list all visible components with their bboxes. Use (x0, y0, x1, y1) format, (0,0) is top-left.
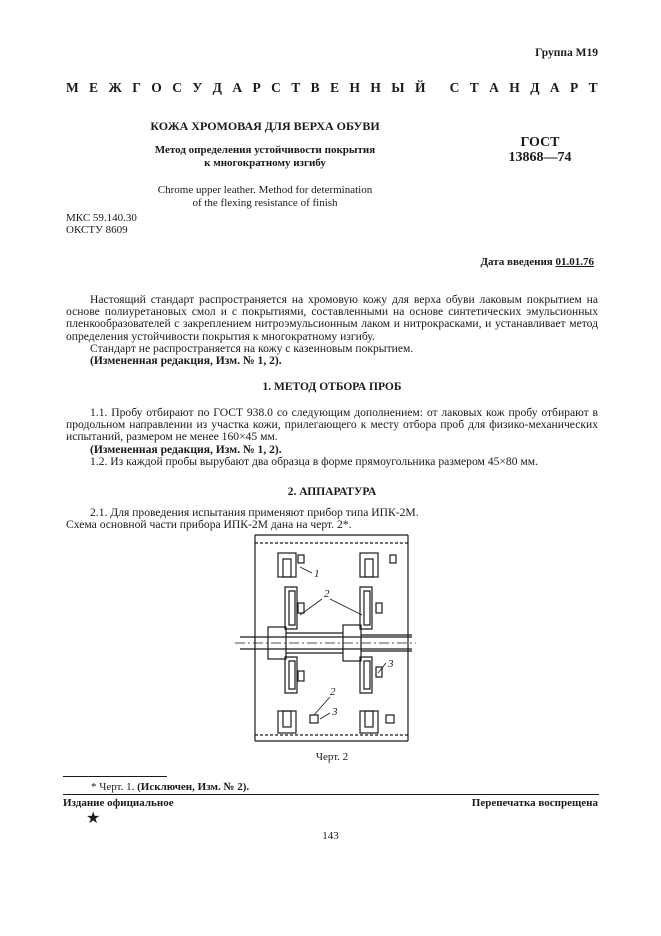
diagram-label: 3 (332, 706, 338, 718)
banner-letter: Т (291, 80, 301, 95)
banner-letter: У (192, 80, 203, 95)
banner-letter: В (310, 80, 320, 95)
diagram-label: 2 (324, 588, 330, 600)
paragraph: Схема основной части прибора ИПК-2М дана на черт. 2*. (66, 518, 352, 532)
footnote-divider (63, 776, 167, 777)
banner-letter: Р (252, 80, 261, 95)
banner-letter: Е (89, 80, 99, 95)
banner-letter: А (232, 80, 243, 95)
gost-code: 13868—74 (508, 150, 572, 165)
group-label: Группа М19 (535, 47, 598, 59)
reprint-prohibited: Перепечатка воспрещена (471, 797, 598, 809)
banner-letter: Т (588, 80, 598, 95)
paragraph: 1.2. Из каждой пробы вырубают два образца в форме прямоугольника размером 45×80 мм. (90, 454, 538, 468)
banner-letter: Н (509, 80, 520, 95)
footnote-amendment: (Исключен, Изм. № 2). (137, 781, 250, 793)
date-label: Дата введения (480, 256, 553, 268)
page-number: 143 (322, 830, 339, 842)
document-title: КОЖА ХРОМОВАЯ ДЛЯ ВЕРХА ОБУВИ (150, 119, 380, 133)
footnote (91, 781, 249, 793)
mks-code: МКС 59.140.30 (66, 212, 137, 224)
banner-letter: Р (570, 80, 579, 95)
banner-letter: Й (414, 80, 426, 95)
title-block (130, 119, 400, 210)
subtitle-line: Метод определения устойчивости покрытия (154, 144, 376, 156)
banner-letter: А (549, 80, 560, 95)
banner-letter: Д (530, 80, 540, 95)
banner-letter: Г (132, 80, 141, 95)
standard-banner (66, 80, 598, 96)
banner-letter: С (449, 80, 460, 95)
official-edition: Издание официальное (63, 797, 174, 809)
footnote-text: * Черт. 1. (91, 781, 138, 793)
date-value: 01.01.76 (555, 256, 594, 268)
english-title (130, 184, 400, 210)
okstu-code: ОКСТУ 8609 (66, 224, 128, 236)
gost-label: ГОСТ (520, 135, 560, 150)
banner-letter: Д (212, 80, 222, 95)
banner-letter: Н (349, 80, 360, 95)
section-heading: 1. МЕТОД ОТБОРА ПРОБ (262, 381, 402, 393)
subtitle-line: к многократному изгибу (204, 157, 326, 169)
banner-letter: Е (330, 80, 340, 95)
star-icon: ★ (86, 810, 101, 827)
banner-letter: С (271, 80, 281, 95)
diagram-label: 2 (330, 686, 336, 698)
banner-letter: Ы (391, 80, 405, 95)
banner-letter: Т (469, 80, 479, 95)
english-title-line: of the flexing resistance of finish (192, 197, 338, 209)
paragraph: Настоящий стандарт распространяется на хромовую кожу для верха обуви лаковым покрытием на основе полиуретановых смол и с покрытиями, составленными на основе синтетических эмульсионных пленкообразователей с закреплением нитроэмульсионным лаком и нитрокрасками, и устанавливает метод определения устойчивости покрытия к многократному изгибу. (66, 293, 598, 343)
banner-letter: С (172, 80, 182, 95)
gost-number (500, 135, 580, 165)
diagram-label: 1 (314, 568, 320, 580)
banner-letter: А (489, 80, 499, 95)
effective-date (480, 256, 594, 268)
classification-codes (66, 212, 137, 236)
banner-letter: М (66, 80, 79, 95)
banner-letter: О (151, 80, 162, 95)
paragraph: 1.1. Пробу отбирают по ГОСТ 938.0 со следующим дополнением: от лаковых кож пробу отбирают в продольном направлении из участка кожи, прилегающего к месту отбора проб для физико-механических испытаний, размером не менее 160×45 мм. (66, 406, 598, 444)
intro-text (66, 294, 598, 367)
section1-text (66, 407, 598, 468)
paragraph: 2.1. Для проведения испытания применяют прибор типа ИПК-2М. (90, 506, 419, 519)
banner-letter (436, 80, 439, 96)
apparatus-diagram (230, 515, 420, 745)
amendment-note: (Измененная редакция, Изм. № 1, 2). (90, 442, 282, 456)
amendment-note: (Измененная редакция, Изм. № 1, 2). (90, 354, 282, 368)
section-heading: 2. АППАРАТУРА (287, 486, 377, 498)
figure-caption: Черт. 2 (315, 751, 349, 763)
banner-letter: Ж (108, 80, 122, 95)
banner-letter: Н (370, 80, 381, 95)
footer-divider (63, 794, 599, 795)
diagram-label: 3 (388, 658, 394, 670)
english-title-line: Chrome upper leather. Method for determination (157, 184, 373, 196)
paragraph: Стандарт не распространяется на кожу с казеиновым покрытием. (90, 341, 414, 355)
document-subtitle (130, 144, 400, 170)
